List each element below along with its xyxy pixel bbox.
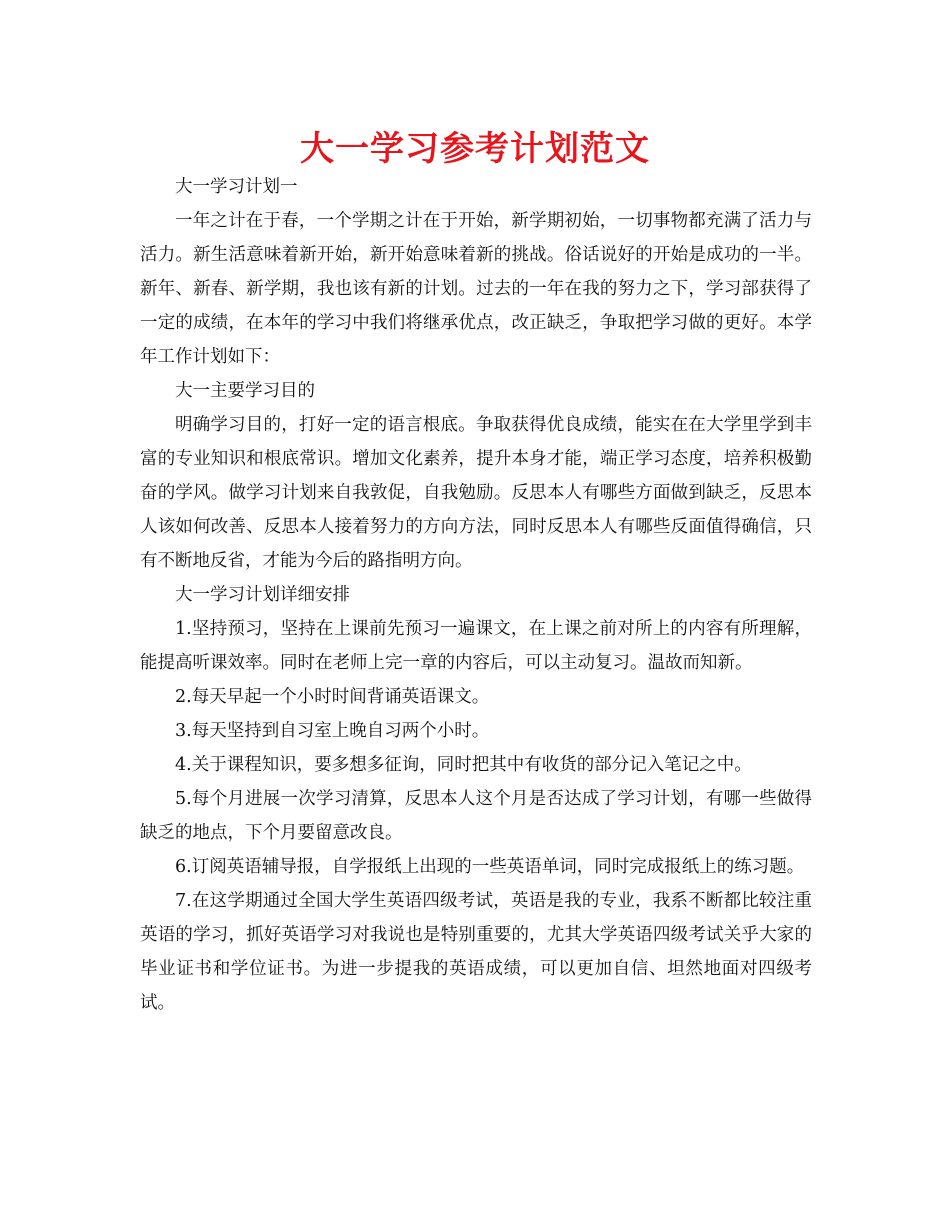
list-item-4: 4.关于课程知识，要多想多征询，同时把其中有收货的部分记入笔记之中。 — [175, 755, 752, 775]
section-heading-plan-one: 大一学习计划一 — [175, 177, 298, 197]
list-item-2: 2.每天早起一个小时时间背诵英语课文。 — [175, 687, 490, 707]
list-item-6: 6.订阅英语辅导报，自学报纸上出现的一些英语单词，同时完成报纸上的练习题。 — [175, 857, 805, 877]
document-body — [140, 170, 812, 1020]
section-heading-goals: 大一主要学习目的 — [175, 381, 315, 401]
paragraph-intro: 一年之计在于春，一个学期之计在于开始，新学期初始，一切事物都充满了活力与活力。新生活意味着新开始，新开始意味着新的挑战。俗话说好的开始是成功的一半。新年、新春、新学期，我也该有新的计划。过去的一年在我的努力之下，学习部获得了一定的成绩，在本年的学习中我们将继承优点，改正缺乏，争取把学习做的更好。本学年工作计划如下： — [140, 211, 812, 367]
list-item-5: 5.每个月进展一次学习清算，反思本人这个月是否达成了学习计划，有哪一些做得缺乏的地点，下个月要留意改良。 — [140, 789, 812, 843]
list-item-1: 1.坚持预习，坚持在上课前先预习一遍课文，在上课之前对所上的内容有所理解，能提高听课效率。同时在老师上完一章的内容后，可以主动复习。温故而知新。 — [140, 619, 812, 673]
list-item-7: 7.在这学期通过全国大学生英语四级考试，英语是我的专业，我系不断都比较注重英语的学习，抓好英语学习对我说也是特别重要的，尤其大学英语四级考试关乎大家的毕业证书和学位证书。为进一步提我的英语成绩，可以更加自信、坦然地面对四级考试。 — [140, 891, 812, 1013]
list-item-3: 3.每天坚持到自习室上晚自习两个小时。 — [175, 721, 490, 741]
section-heading-arrangement: 大一学习计划详细安排 — [175, 585, 350, 605]
paragraph-goals: 明确学习目的，打好一定的语言根底。争取获得优良成绩，能实在在大学里学到丰富的专业知识和根底常识。增加文化素养，提升本身才能，端正学习态度，培养积极勤奋的学风。做学习计划来自我敦促，自我勉励。反思本人有哪些方面做到缺乏，反思本人该如何改善、反思本人接着努力的方向方法，同时反思本人有哪些反面值得确信，只有不断地反省，才能为今后的路指明方向。 — [140, 415, 812, 571]
document-title: 大一学习参考计划范文 — [300, 129, 650, 169]
